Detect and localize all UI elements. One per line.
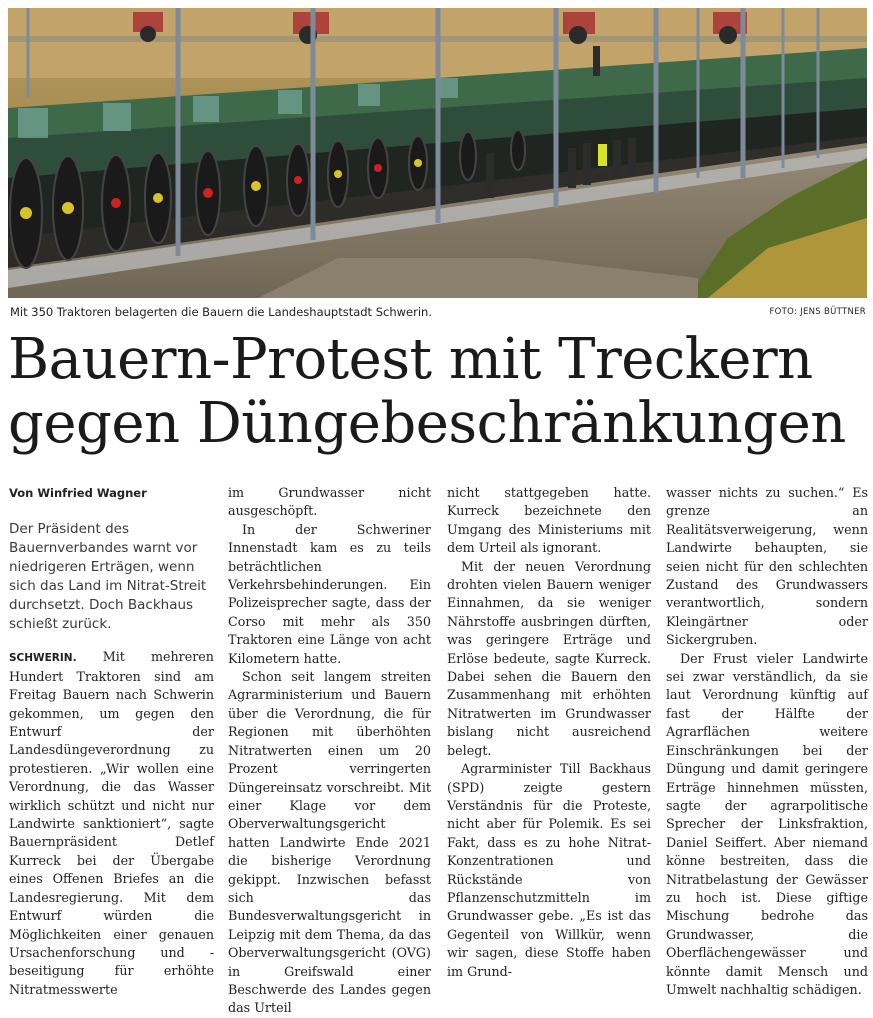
tractor-photo-illustration: [8, 8, 867, 298]
paragraph: Schon seit langem streiten Agrarministerium und Bauern über die Verordnung, die für Regionen mit überhöhten Nitratwerten einen um 20 Prozent verringerten Düngereinsatz vorschreibt. Mit einer Klage vor dem Oberverwaltungsgericht hatten Landwirte Ende 2021 die bisherige Verordnung gekippt. Inzwischen befasst sich das Bundesverwaltungsgericht in Leipzig mit dem Thema, da das Oberverwaltungsgericht (OVG) in Greifswald einer Beschwerde des Landes gegen das Urteil: [228, 669, 431, 1016]
article-headline: [8, 328, 868, 456]
article-column-2: [228, 484, 431, 1018]
photo-caption: Mit 350 Traktoren belagerten die Bauern die Landeshauptstadt Schwerin.: [10, 305, 432, 319]
lead-paragraph: [9, 648, 214, 999]
tractor-protest-photo: [8, 8, 867, 298]
article-column-1: [9, 484, 214, 999]
byline: Von Winfried Wagner: [9, 486, 147, 500]
article-column-3: [447, 484, 651, 981]
paragraph-continuation: wasser nichts zu suchen.“ Es grenze an Realitätsverweigerung, wenn Landwirte behaupten, sie seien nicht für den schlechten Zustand des Grundwassers verantwortlich, sondern Kleingärtner oder Sickergruben.: [666, 485, 868, 648]
headline-line-1: Bauern-Protest mit Treckern: [8, 327, 813, 392]
lead-text: Mit mehreren Hundert Traktoren sind am Freitag Bauern nach Schwerin gekommen, um gegen den Entwurf der Landesdüngeverordnung zu protestieren. „Wir wollen eine Verordnung, die das Wasser wirklich schützt und nicht nur Landwirte sanktioniert“, sagte Bauernpräsident Detlef Kurreck bei der Übergabe eines Offenen Briefes an die Landesregierung. Mit dem Entwurf würden die Möglichkeiten einer genauen Ursachenforschung und -beseitigung für erhöhte Nitratmesswerte: [9, 649, 214, 997]
headline-line-2: gegen Düngebeschränkungen: [8, 391, 846, 456]
paragraph: In der Schweriner Innenstadt kam es zu teils beträchtlichen Verkehrsbehinderungen. Ein Polizeisprecher sagte, dass der Corso mit mehr als 350 Traktoren eine Länge von acht Kilometern hatte.: [228, 521, 431, 666]
paragraph-continuation: nicht stattgegeben hatte. Kurreck bezeichnete den Umgang des Ministeriums mit dem Urteil als ignorant.: [447, 485, 651, 556]
paragraph: Agrarminister Till Backhaus (SPD) zeigte gestern Verständnis für die Proteste, nicht aber für Polemik. Es sei Fakt, dass es zu hohe Nitrat-Konzentrationen und Rückstände von Pflanzenschutzmitteln im Grundwasser gebe. „Es ist das Gegenteil von Willkür, wenn wir sagen, diese Stoffe haben im Grund-: [447, 761, 651, 979]
paragraph: Mit der neuen Verordnung drohten vielen Bauern weniger Einnahmen, da sie weniger Nährstoffe ausbringen dürften, was geringere Erträge und Erlöse bedeute, sagte Kurreck. Dabei sehen die Bauern den Zusammenhang mit erhöhten Nitratwerten im Grundwasser bislang nicht ausreichend belegt.: [447, 558, 651, 758]
article-column-4: [666, 484, 868, 999]
paragraph-continuation: im Grundwasser nicht ausgeschöpft.: [228, 485, 431, 519]
paragraph: Der Frust vieler Landwirte sei zwar verständlich, da sie laut Verordnung künftig auf fast der Hälfte der Agrarflächen weitere Einschränkungen bei der Düngung und damit geringere Erträge hinnehmen müssten, sagte der agrarpolitische Sprecher der Linksfraktion, Daniel Seiffert. Aber niemand könne bestreiten, dass die Nitratbelastung der Gewässer zu hoch ist. Diese giftige Mischung bedrohe das Grundwasser, die Oberflächengewässer und könnte damit Mensch und Umwelt nachhaltig schädigen.: [666, 650, 868, 997]
photo-credit: FOTO: JENS BÜTTNER: [769, 307, 866, 317]
teaser: Der Präsident des Bauernverbandes warnt vor niedrigeren Erträgen, wenn sich das Land im Nitrat-Streit durchsetzt. Doch Backhaus schießt zurück.: [9, 521, 207, 633]
dateline: SCHWERIN.: [9, 652, 77, 665]
